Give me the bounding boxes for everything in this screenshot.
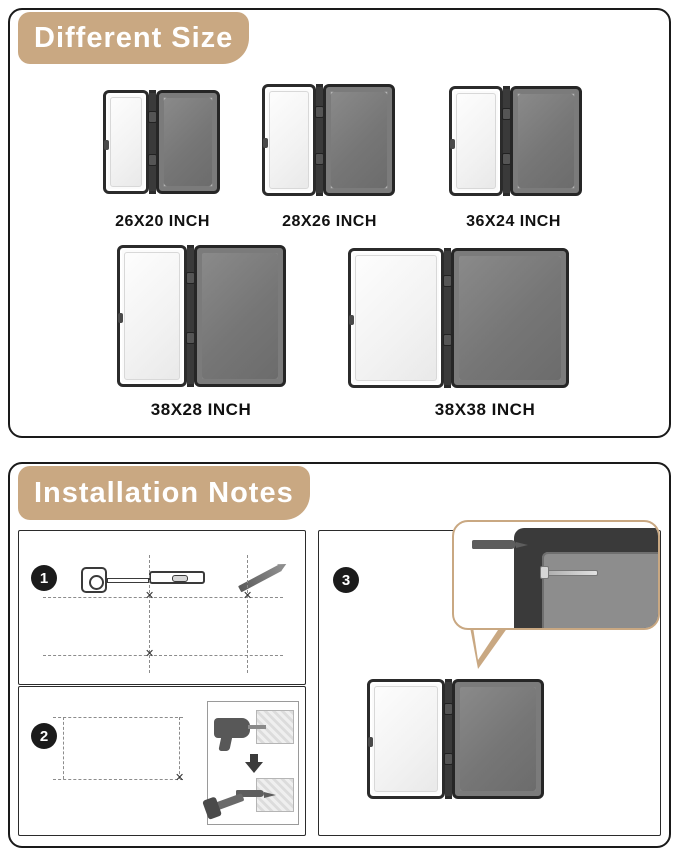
hinge-icon: [187, 245, 194, 387]
guide-line: [63, 717, 64, 779]
board-door: [117, 245, 187, 387]
board-door: [262, 84, 316, 196]
board-mounted: [367, 679, 544, 799]
drill-detail-box: [207, 701, 299, 825]
guide-line: [247, 555, 248, 673]
step-number-2: 2: [31, 723, 57, 749]
board-38x38: [348, 248, 569, 388]
board-back: [323, 84, 395, 196]
board-door: [348, 248, 444, 388]
guide-line: [179, 717, 180, 779]
board-door: [449, 86, 503, 196]
frame-inner-graphic: [542, 552, 660, 630]
lock-icon: [104, 140, 109, 150]
board-label-38x28: 38X28 INCH: [150, 400, 252, 419]
board-back: [451, 248, 569, 388]
installation-notes-title: Installation Notes: [18, 466, 310, 520]
tape-strip-icon: [107, 578, 149, 583]
different-size-title: Different Size: [18, 12, 249, 64]
board-label-26x20: 26X20 INCH: [115, 213, 210, 230]
board-38x28: [117, 245, 286, 387]
screw-icon: [546, 570, 598, 576]
lock-icon: [368, 737, 373, 747]
lock-icon: [450, 139, 455, 149]
hammer-icon: [214, 793, 245, 811]
tape-measure-icon: [81, 567, 107, 593]
board-28x26: [262, 84, 395, 196]
callout-tail: [470, 627, 508, 669]
drill-icon: [214, 718, 250, 738]
hinge-icon: [149, 90, 156, 194]
board-36x24: [449, 86, 582, 196]
lock-icon: [349, 315, 354, 325]
hinge-icon: [444, 248, 451, 388]
step-number-3: 3: [333, 567, 359, 593]
install-step-2: 2 ✕: [18, 686, 306, 836]
board-label-38x38: 38X38 INCH: [434, 400, 536, 419]
board-door: [103, 90, 149, 194]
board-label-28x26: 28X26 INCH: [282, 213, 377, 230]
spirit-level-icon: [149, 571, 205, 584]
guide-line: [53, 779, 183, 780]
board-back: [452, 679, 544, 799]
step-number-1: 1: [31, 565, 57, 591]
hinge-icon: [445, 679, 452, 799]
board-door: [367, 679, 445, 799]
board-label-36x24: 36X24 INCH: [466, 213, 561, 230]
board-back: [156, 90, 220, 194]
hinge-icon: [316, 84, 323, 196]
lock-icon: [118, 313, 123, 323]
guide-line: [53, 717, 183, 718]
pencil-icon: [238, 565, 282, 593]
install-step-1: 1 ✕ ✕ ✕: [18, 530, 306, 685]
board-back: [510, 86, 582, 196]
hinge-icon: [503, 86, 510, 196]
board-back: [194, 245, 286, 387]
screw-callout: [452, 520, 660, 630]
arrow-down-icon: [245, 762, 263, 773]
screw-head-icon: [540, 566, 549, 579]
board-26x20: [103, 90, 220, 194]
lock-icon: [263, 138, 268, 148]
wall-anchor-icon: [472, 540, 516, 549]
